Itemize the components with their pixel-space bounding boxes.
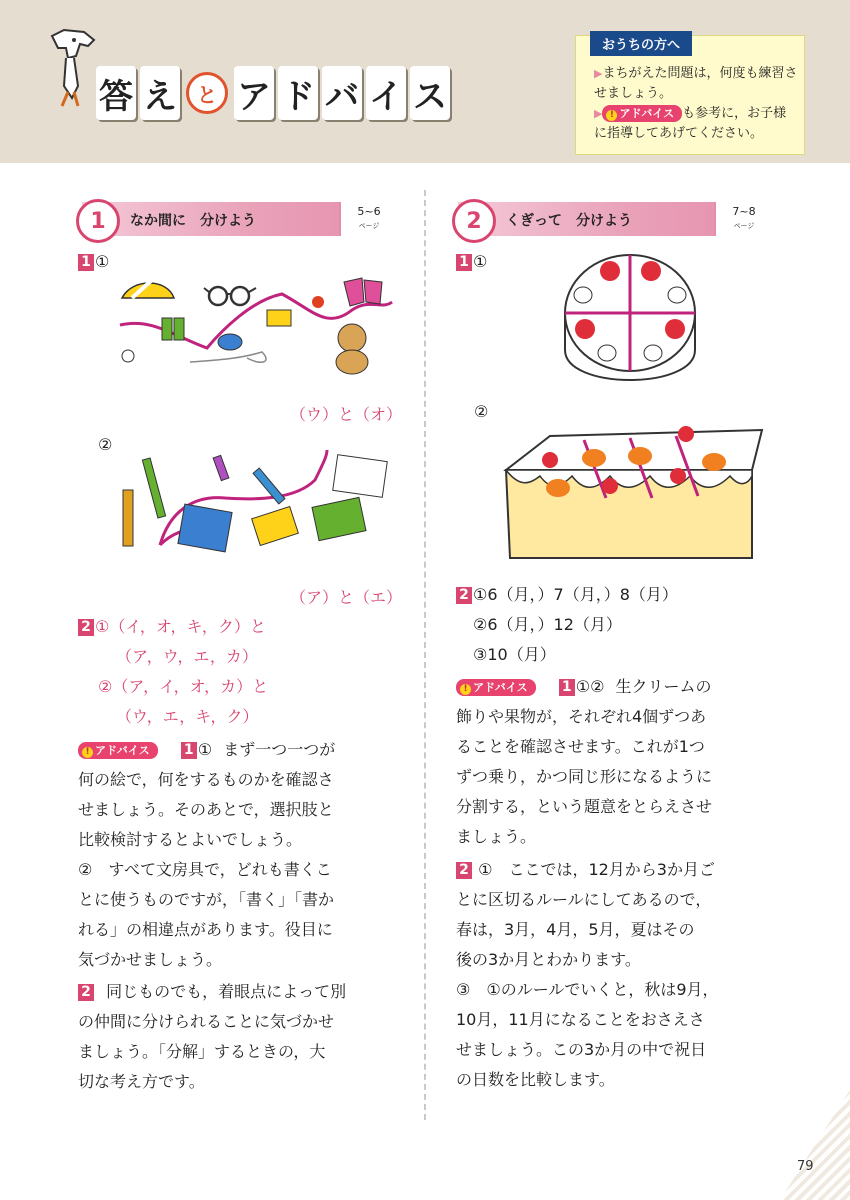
- question-1-1: 1 ①: [78, 252, 109, 271]
- section-number: 2: [452, 199, 496, 243]
- advice-badge: ! アドバイス: [78, 742, 158, 759]
- dog-mascot-icon: [44, 26, 100, 110]
- section-pages: 7~8 ページ: [714, 202, 772, 236]
- toys-illustration: [112, 270, 402, 380]
- question-badge: 2: [78, 984, 94, 1001]
- question-badge: 1: [559, 679, 575, 696]
- title-char-circle: と: [186, 72, 228, 114]
- question-badge: 2: [78, 619, 94, 636]
- exclaim-icon: !: [460, 684, 471, 695]
- question-badge: 1: [181, 742, 197, 759]
- stationery-illustration: [115, 450, 400, 560]
- parent-note: [575, 35, 805, 155]
- exclaim-icon: !: [606, 110, 617, 121]
- title-char: ア: [234, 66, 274, 120]
- title-char: イ: [366, 66, 406, 120]
- round-cake-illustration: [555, 245, 705, 395]
- title-char: え: [140, 66, 180, 120]
- answer-2-right: 2 ①6（月，）7（月，）8（月） ②6（月，）12（月） ③10（月）: [456, 580, 678, 670]
- page-number: 79: [797, 1159, 814, 1174]
- section-title: くぎって 分けよう: [506, 213, 632, 229]
- title-char: ス: [410, 66, 450, 120]
- question-badge: 1: [78, 254, 94, 271]
- advice-right-2: 2 ① ここでは，12月から3か月ご とに区切るルールにしてあるので， 春は，3月，4月，5月，夏はその 後の3か月とわかります。 ③ ①のルールでいくと，秋は9月， 10月，11月になることをおさえさ せましょう。この3か月の中で祝日 の日数を比較します。: [456, 860, 719, 1089]
- page-title: [96, 66, 454, 120]
- answer-2-left: 2 ①（イ，オ，キ，ク）と （ア，ウ，エ，カ） ②（ア，イ，オ，カ）と （ウ，エ，キ，ク）: [78, 612, 268, 732]
- section-number: 1: [76, 199, 120, 243]
- parent-note-label: おうちの方へ: [590, 31, 692, 56]
- title-char: ド: [278, 66, 318, 120]
- advice-badge: ! アドバイス: [602, 105, 682, 122]
- section-header-left: [82, 202, 397, 236]
- triangle-icon: ▶: [594, 107, 603, 120]
- question-badge: 1: [456, 254, 472, 271]
- question-badge: 2: [456, 862, 472, 879]
- advice-left: ! アドバイス 1 ① まず一つ一つが 何の絵で，何をするものかを確認さ せましょう。そのあとで，選択肢と 比較検討するとよいでしょう。 ② すべて文房具で，どれも書くこ とに使うものですが，「書く」「書か れる」の相違点があります。役目に 気づかせましょう。: [78, 740, 336, 969]
- question-1-2: ②: [98, 435, 113, 454]
- title-char: 答: [96, 66, 136, 120]
- section-title: なか間に 分けよう: [130, 213, 256, 229]
- answer-1-1: （ウ）と（オ）: [290, 405, 403, 424]
- exclaim-icon: !: [82, 747, 93, 758]
- square-cake-illustration: [500, 418, 770, 568]
- note-line1: まちがえた問題は，何度も練習させましょう。: [594, 66, 798, 101]
- question-2-2: ②: [474, 402, 489, 421]
- note-line2: も参考に，お子様に指導してあげてください。: [594, 106, 787, 141]
- section-header-right: [458, 202, 772, 236]
- question-2-1: 1 ①: [456, 252, 487, 271]
- advice-badge: ! アドバイス: [456, 679, 536, 696]
- answer-1-2: （ア）と（エ）: [290, 588, 403, 607]
- triangle-icon: ▶: [594, 67, 603, 80]
- column-divider: [424, 190, 426, 1120]
- advice-right: ! アドバイス 1 ①② 生クリームの 飾りや果物が，それぞれ4個ずつあ ることを確認させます。これが1つ ずつ乗り，かつ同じ形になるように 分割する，という題意をとらえさせ ましょう。: [456, 677, 713, 846]
- corner-decoration: [780, 1090, 850, 1200]
- advice-left-2: 2 同じものでも，着眼点によって別 の仲間に分けられることに気づかせ ましょう。「分解」するときの，大 切な考え方です。: [78, 982, 347, 1091]
- question-badge: 2: [456, 587, 472, 604]
- title-char: バ: [322, 66, 362, 120]
- section-pages: 5~6 ページ: [339, 202, 397, 236]
- parent-note-text: [594, 64, 799, 144]
